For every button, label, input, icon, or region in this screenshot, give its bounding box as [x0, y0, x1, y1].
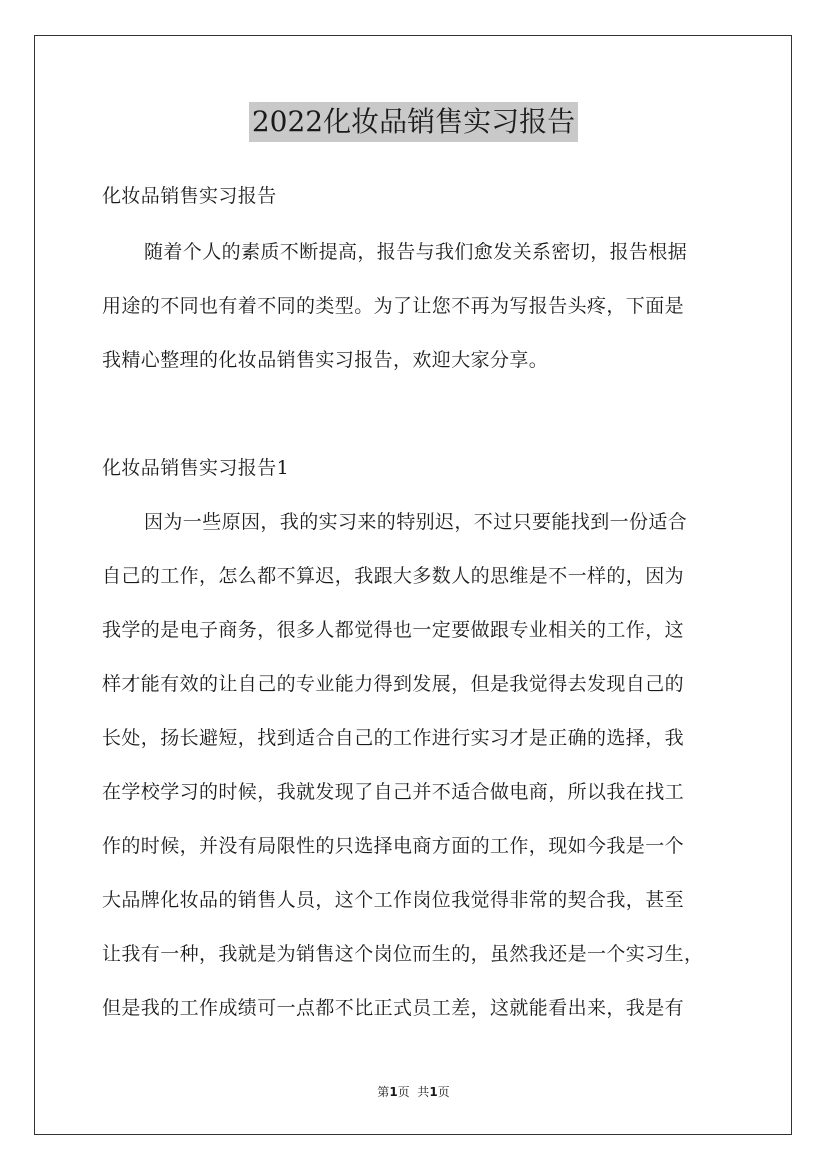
footer-mid: 页 共	[397, 1085, 430, 1099]
body-line: 大品牌化妆品的销售人员，这个工作岗位我觉得非常的契合我，甚至	[102, 889, 685, 911]
section-heading: 化妆品销售实习报告1	[102, 457, 290, 479]
footer-prefix: 第	[377, 1085, 390, 1099]
body-line: 让我有一种，我就是为销售这个岗位而生的，虽然我还是一个实习生，	[102, 943, 704, 965]
page-footer	[0, 1083, 827, 1100]
body-line: 自己的工作，怎么都不算迟，我跟大多数人的思维是不一样的，因为	[102, 565, 685, 587]
page-total: 1	[429, 1085, 438, 1099]
page-current: 1	[389, 1085, 398, 1099]
footer-suffix: 页	[437, 1085, 450, 1099]
body-line: 样才能有效的让自己的专业能力得到发展，但是我觉得去发现自己的	[102, 673, 685, 695]
body-line: 但是我的工作成绩可一点都不比正式员工差，这就能看出来，我是有	[102, 997, 685, 1019]
intro-line: 随着个人的素质不断提高，报告与我们愈发关系密切，报告根据	[144, 241, 688, 263]
body-line: 在学校学习的时候，我就发现了自己并不适合做电商，所以我在找工	[102, 781, 685, 803]
intro-line: 用途的不同也有着不同的类型。为了让您不再为写报告头疼，下面是	[102, 295, 685, 317]
document-title: 2022化妆品销售实习报告	[249, 102, 578, 142]
body-line: 因为一些原因，我的实习来的特别迟，不过只要能找到一份适合	[144, 511, 688, 533]
subtitle: 化妆品销售实习报告	[102, 185, 277, 207]
body-line: 我学的是电子商务，很多人都觉得也一定要做跟专业相关的工作，这	[102, 619, 685, 641]
intro-line: 我精心整理的化妆品销售实习报告，欢迎大家分享。	[102, 349, 549, 371]
body-line: 长处，扬长避短，找到适合自己的工作进行实习才是正确的选择，我	[102, 727, 685, 749]
body-line: 作的时候，并没有局限性的只选择电商方面的工作，现如今我是一个	[102, 835, 685, 857]
title-container	[0, 102, 827, 142]
